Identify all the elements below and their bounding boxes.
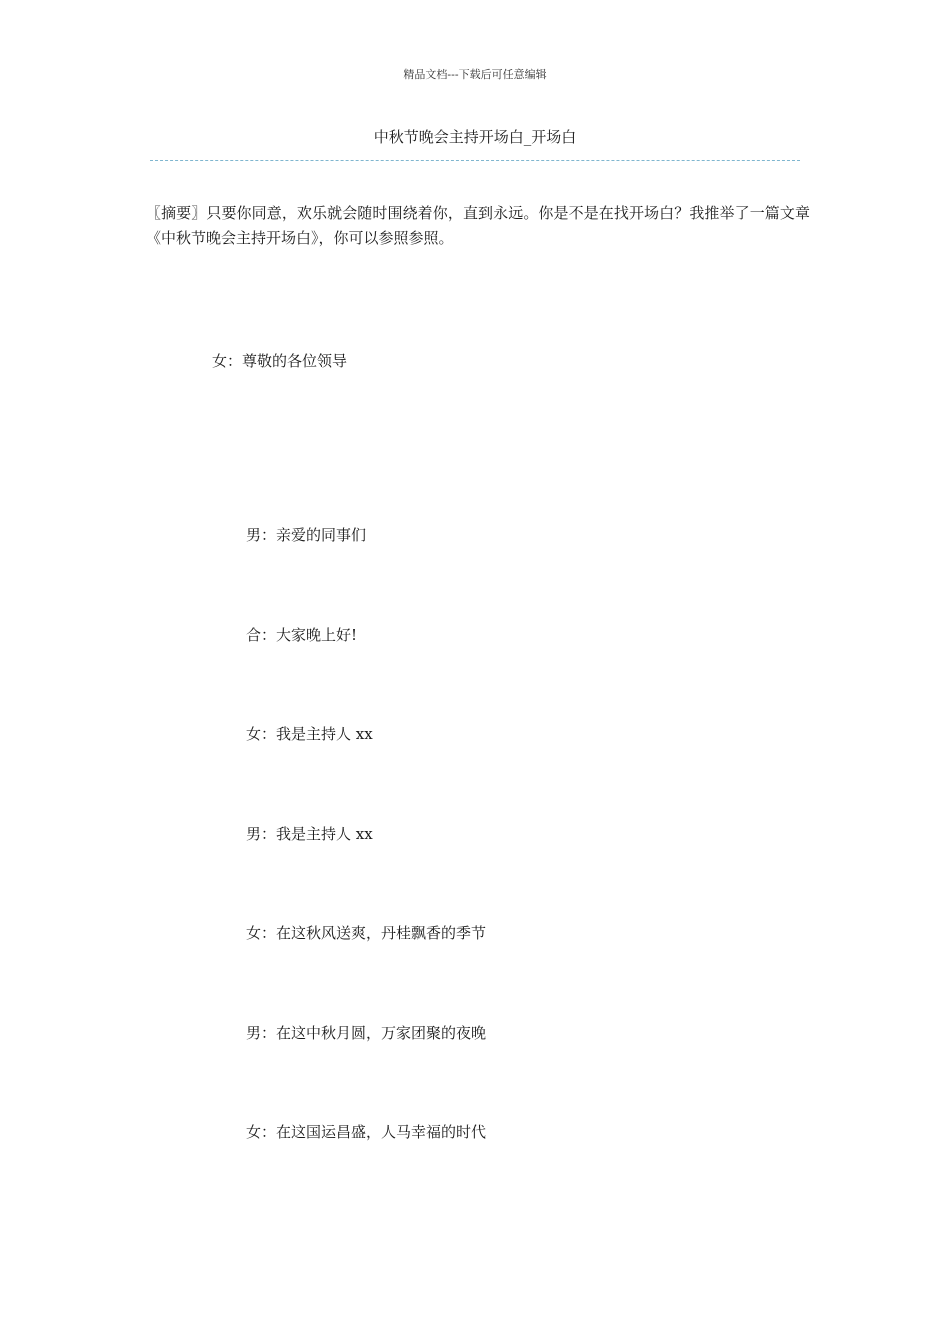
script-line: 男：我是主持人 xx: [246, 825, 373, 843]
title-divider: [150, 160, 800, 161]
script-line: 男：亲爱的同事们: [246, 526, 367, 544]
script-line: 女：尊敬的各位领导: [212, 352, 348, 370]
script-line: 合：大家晚上好!: [246, 626, 358, 644]
header-note: 精品文档---下载后可任意编辑: [403, 68, 547, 81]
script-line: 女：我是主持人 xx: [246, 725, 373, 743]
script-line: 女：在这秋风送爽，丹桂飘香的季节: [246, 924, 487, 942]
abstract-paragraph: 〖摘要〗只要你同意，欢乐就会随时围绕着你，直到永远。你是不是在找开场白？我推举了一篇文章《中秋节晚会主持开场白》，你可以参照参照。: [146, 204, 810, 247]
script-line: 男：在这中秋月圆，万家团聚的夜晚: [246, 1024, 487, 1042]
script-line: 女：在这国运昌盛，人马幸福的时代: [246, 1123, 487, 1141]
document-title: 中秋节晚会主持开场白_开场白: [373, 128, 577, 146]
